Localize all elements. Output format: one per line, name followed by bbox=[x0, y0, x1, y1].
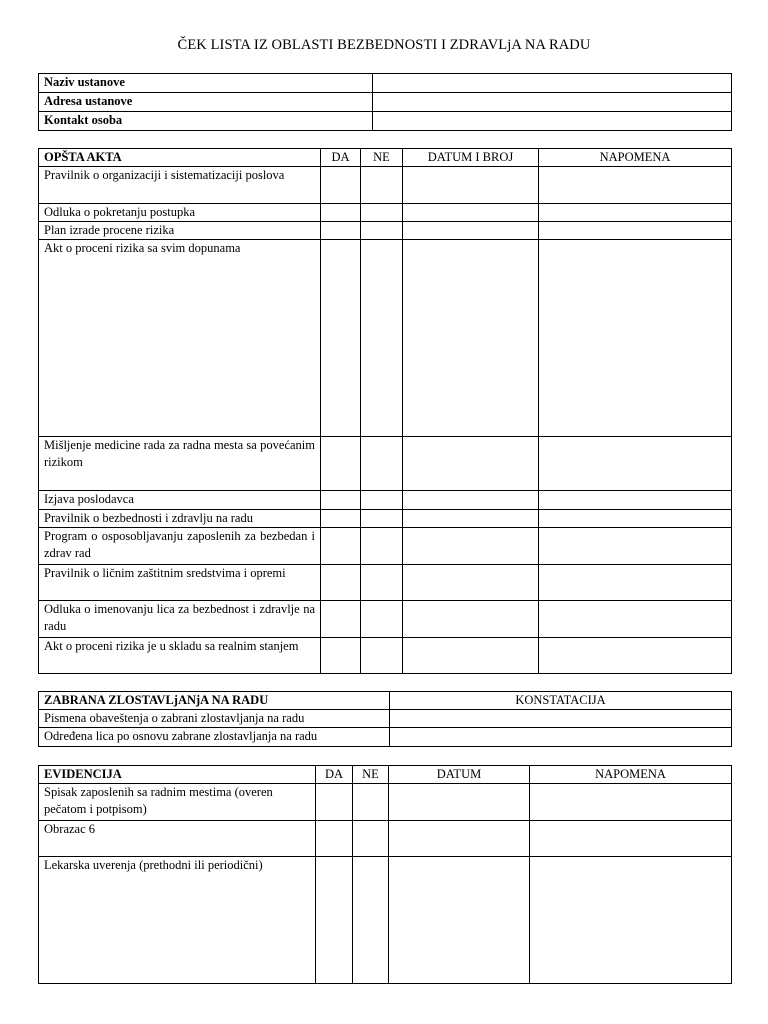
institution-address-label: Adresa ustanove bbox=[39, 93, 373, 112]
date-number-cell[interactable] bbox=[403, 601, 539, 638]
row-label: Program o osposobljavanju zaposlenih za bezbedan i zdrav rad bbox=[39, 528, 321, 565]
table-row bbox=[39, 857, 732, 984]
records-table bbox=[38, 765, 732, 984]
note-cell[interactable] bbox=[539, 437, 732, 491]
institution-name-label: Naziv ustanove bbox=[39, 74, 373, 93]
table-row bbox=[39, 728, 732, 747]
no-cell[interactable] bbox=[361, 240, 403, 437]
column-header-act: OPŠTA AKTA bbox=[39, 149, 321, 167]
yes-cell[interactable] bbox=[321, 204, 361, 222]
table-row bbox=[39, 784, 732, 821]
no-cell[interactable] bbox=[361, 204, 403, 222]
yes-cell[interactable] bbox=[321, 167, 361, 204]
finding-cell[interactable] bbox=[390, 710, 732, 728]
yes-cell[interactable] bbox=[321, 565, 361, 601]
yes-cell[interactable] bbox=[321, 528, 361, 565]
column-header-yes: DA bbox=[316, 766, 353, 784]
column-header-yes: DA bbox=[321, 149, 361, 167]
note-cell[interactable] bbox=[539, 491, 732, 510]
no-cell[interactable] bbox=[353, 821, 389, 857]
no-cell[interactable] bbox=[353, 784, 389, 821]
institution-name-field[interactable] bbox=[373, 74, 732, 93]
note-cell[interactable] bbox=[530, 821, 732, 857]
date-number-cell[interactable] bbox=[403, 222, 539, 240]
note-cell[interactable] bbox=[539, 240, 732, 437]
table-row bbox=[39, 491, 732, 510]
row-label: Pravilnik o organizaciji i sistematizaciji poslova bbox=[39, 167, 321, 204]
table-row bbox=[39, 204, 732, 222]
row-label: Obrazac 6 bbox=[39, 821, 316, 857]
row-label: Pravilnik o bezbednosti i zdravlju na radu bbox=[39, 510, 321, 528]
note-cell[interactable] bbox=[539, 638, 732, 674]
column-header-note: NAPOMENA bbox=[530, 766, 732, 784]
finding-cell[interactable] bbox=[390, 728, 732, 747]
column-header-date: DATUM bbox=[389, 766, 530, 784]
table-row bbox=[39, 167, 732, 204]
note-cell[interactable] bbox=[530, 857, 732, 984]
column-header-note: NAPOMENA bbox=[539, 149, 732, 167]
date-cell[interactable] bbox=[389, 857, 530, 984]
no-cell[interactable] bbox=[361, 601, 403, 638]
date-number-cell[interactable] bbox=[403, 204, 539, 222]
date-number-cell[interactable] bbox=[403, 167, 539, 204]
date-number-cell[interactable] bbox=[403, 510, 539, 528]
table-row bbox=[39, 240, 732, 437]
table-row bbox=[39, 93, 732, 112]
row-label: Spisak zaposlenih sa radnim mestima (overen pečatom i potpisom) bbox=[39, 784, 316, 821]
note-cell[interactable] bbox=[530, 784, 732, 821]
column-header-finding: KONSTATACIJA bbox=[390, 692, 732, 710]
note-cell[interactable] bbox=[539, 528, 732, 565]
no-cell[interactable] bbox=[361, 167, 403, 204]
table-row bbox=[39, 510, 732, 528]
row-label: Odluka o imenovanju lica za bezbednost i zdravlje na radu bbox=[39, 601, 321, 638]
date-number-cell[interactable] bbox=[403, 240, 539, 437]
no-cell[interactable] bbox=[361, 437, 403, 491]
table-header-row bbox=[39, 149, 732, 167]
note-cell[interactable] bbox=[539, 167, 732, 204]
row-label: Pismena obaveštenja o zabrani zlostavljanja na radu bbox=[39, 710, 390, 728]
column-header-harassment: ZABRANA ZLOSTAVLjANjA NA RADU bbox=[39, 692, 390, 710]
yes-cell[interactable] bbox=[321, 601, 361, 638]
page-title: ČEK LISTA IZ OBLASTI BEZBEDNOSTI I ZDRAVLjA NA RADU bbox=[177, 37, 591, 53]
column-header-no: NE bbox=[361, 149, 403, 167]
table-row bbox=[39, 710, 732, 728]
row-label: Odluka o pokretanju postupka bbox=[39, 204, 321, 222]
row-label: Akt o proceni rizika sa svim dopunama bbox=[39, 240, 321, 437]
table-row bbox=[39, 437, 732, 491]
note-cell[interactable] bbox=[539, 601, 732, 638]
column-header-no: NE bbox=[353, 766, 389, 784]
note-cell[interactable] bbox=[539, 204, 732, 222]
date-cell[interactable] bbox=[389, 784, 530, 821]
note-cell[interactable] bbox=[539, 222, 732, 240]
row-label: Akt o proceni rizika je u skladu sa realnim stanjem bbox=[39, 638, 321, 674]
table-row bbox=[39, 222, 732, 240]
row-label: Plan izrade procene rizika bbox=[39, 222, 321, 240]
no-cell[interactable] bbox=[361, 565, 403, 601]
date-number-cell[interactable] bbox=[403, 437, 539, 491]
table-header-row bbox=[39, 692, 732, 710]
date-number-cell[interactable] bbox=[403, 528, 539, 565]
no-cell[interactable] bbox=[361, 638, 403, 674]
table-row bbox=[39, 528, 732, 565]
row-label: Određena lica po osnovu zabrane zlostavljanja na radu bbox=[39, 728, 390, 747]
yes-cell[interactable] bbox=[321, 510, 361, 528]
table-row bbox=[39, 112, 732, 131]
row-label: Mišljenje medicine rada za radna mesta sa povećanim rizikom bbox=[39, 437, 321, 491]
no-cell[interactable] bbox=[361, 491, 403, 510]
row-label: Pravilnik o ličnim zaštitnim sredstvima i opremi bbox=[39, 565, 321, 601]
date-number-cell[interactable] bbox=[403, 491, 539, 510]
note-cell[interactable] bbox=[539, 565, 732, 601]
yes-cell[interactable] bbox=[316, 857, 353, 984]
row-label: Izjava poslodavca bbox=[39, 491, 321, 510]
yes-cell[interactable] bbox=[321, 222, 361, 240]
note-cell[interactable] bbox=[539, 510, 732, 528]
yes-cell[interactable] bbox=[321, 638, 361, 674]
date-cell[interactable] bbox=[389, 821, 530, 857]
date-number-cell[interactable] bbox=[403, 638, 539, 674]
column-header-records: EVIDENCIJA bbox=[39, 766, 316, 784]
table-row bbox=[39, 74, 732, 93]
contact-person-label: Kontakt osoba bbox=[39, 112, 373, 131]
table-header-row bbox=[39, 766, 732, 784]
table-row bbox=[39, 821, 732, 857]
table-row bbox=[39, 601, 732, 638]
column-header-date-number: DATUM I BROJ bbox=[403, 149, 539, 167]
yes-cell[interactable] bbox=[321, 437, 361, 491]
general-acts-table bbox=[38, 148, 732, 674]
institution-address-field[interactable] bbox=[373, 93, 732, 112]
table-row bbox=[39, 565, 732, 601]
yes-cell[interactable] bbox=[321, 491, 361, 510]
no-cell[interactable] bbox=[361, 222, 403, 240]
row-label: Lekarska uverenja (prethodni ili periodični) bbox=[39, 857, 316, 984]
yes-cell[interactable] bbox=[321, 240, 361, 437]
institution-info-table bbox=[38, 73, 732, 131]
yes-cell[interactable] bbox=[316, 784, 353, 821]
harassment-prohibition-table bbox=[38, 691, 732, 747]
no-cell[interactable] bbox=[361, 528, 403, 565]
table-row bbox=[39, 638, 732, 674]
date-number-cell[interactable] bbox=[403, 565, 539, 601]
no-cell[interactable] bbox=[353, 857, 389, 984]
yes-cell[interactable] bbox=[316, 821, 353, 857]
contact-person-field[interactable] bbox=[373, 112, 732, 131]
no-cell[interactable] bbox=[361, 510, 403, 528]
